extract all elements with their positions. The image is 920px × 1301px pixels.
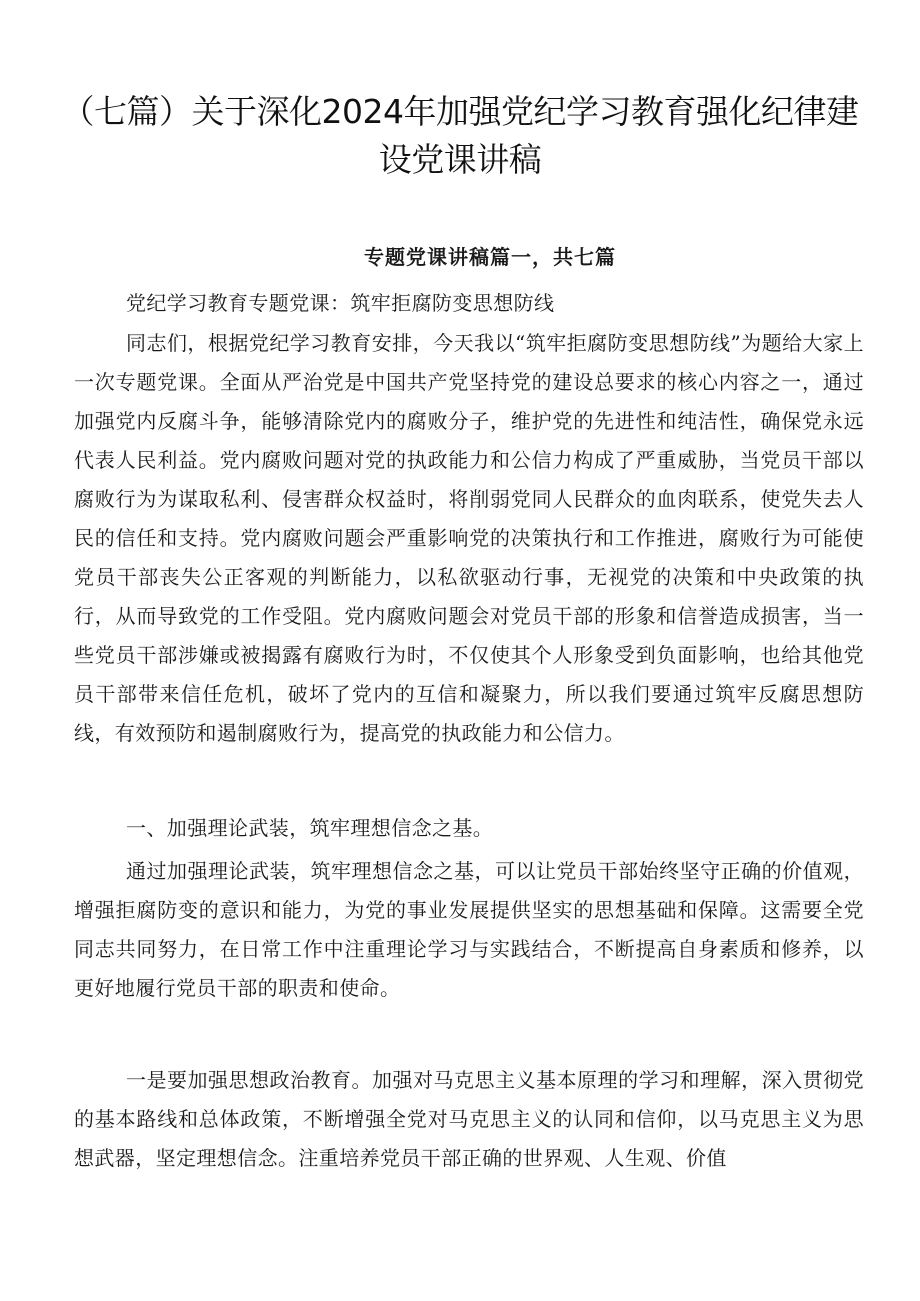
lecture-subtitle: 党纪学习教育专题党课：筑牢拒腐防变思想防线 [126, 291, 555, 315]
section-heading: 专题党课讲稿篇一，共七篇 [364, 245, 616, 269]
document-title: （七篇）关于深化2024年加强党纪学习教育强化纪律建设党课讲稿 [61, 92, 859, 179]
body-paragraph: 一是要加强思想政治教育。加强对马克思主义基本原理的学习和理解，深入贯彻党的基本路线和总体政策，不断增强全党对马克思主义的认同和信仰，以马克思主义为思想武器，坚定理想信念。注重培养党员干部正确的世界观、人生观、价值 [74, 1068, 864, 1170]
intro-paragraph: 同志们，根据党纪学习教育安排，今天我以“筑牢拒腐防变思想防线”为题给大家上一次专题党课。全面从严治党是中国共产党坚持党的建设总要求的核心内容之一，通过加强党内反腐斗争，能够清除党内的腐败分子，维护党的先进性和纯洁性，确保党永远代表人民利益。党内腐败问题对党的执政能力和公信力构成了严重威胁，当党员干部以腐败行为为谋取私利、侵害群众权益时，将削弱党同人民群众的血肉联系，使党失去人民的信任和支持。党内腐败问题会严重影响党的决策执行和工作推进，腐败行为可能使党员干部丧失公正客观的判断能力，以私欲驱动行事，无视党的决策和中央政策的执行，从而导致党的工作受阻。党内腐败问题会对党员干部的形象和信誉造成损害，当一些党员干部涉嫌或被揭露有腐败行为时，不仅使其个人形象受到负面影响，也给其他党员干部带来信任危机，破坏了党内的互信和凝聚力，所以我们要通过筑牢反腐思想防线，有效预防和遏制腐败行为，提高党的执政能力和公信力。 [74, 331, 864, 745]
subsection-heading: 一、加强理论武装，筑牢理想信念之基。 [126, 816, 494, 840]
body-paragraph: 通过加强理论武装，筑牢理想信念之基，可以让党员干部始终坚守正确的价值观，增强拒腐防变的意识和能力，为党的事业发展提供坚实的思想基础和保障。这需要全党同志共同努力，在日常工作中注重理论学习与实践结合，不断提高自身素质和修养，以更好地履行党员干部的职责和使命。 [74, 859, 864, 1000]
